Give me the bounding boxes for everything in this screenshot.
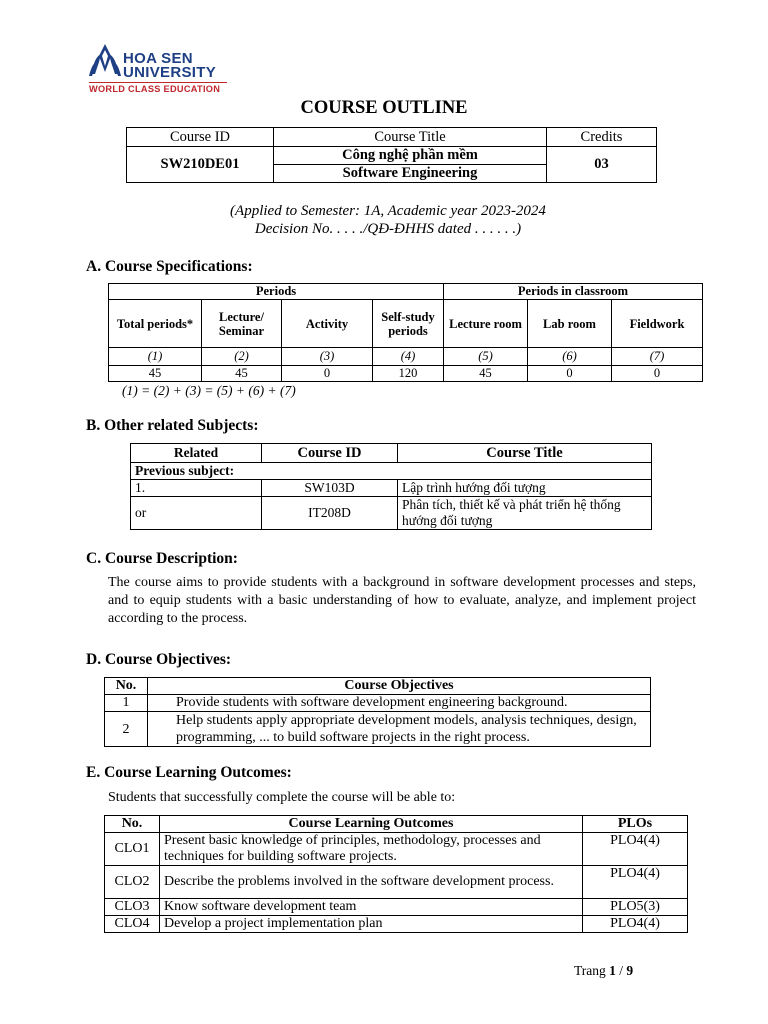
spec-index: (3) — [282, 348, 373, 366]
spec-value: 45 — [109, 366, 202, 382]
spec-header-selfstudy: Self-study periods — [373, 300, 444, 348]
objective-text: Help students apply appropriate development models, analysis techniques, design, programming, ... to build software projects in the right process. — [148, 712, 651, 747]
clo-text: Describe the problems involved in the software development process. — [160, 866, 583, 899]
objectives-table — [104, 677, 651, 747]
spec-formula: (1) = (2) + (3) = (5) + (6) + (7) — [122, 383, 296, 398]
course-title-en: Software Engineering — [274, 165, 547, 183]
clo-plo: PLO5(3) — [583, 899, 688, 916]
related-title-header: Course Title — [398, 444, 652, 463]
outcomes-intro: Students that successfully complete the course will be able to: — [108, 790, 456, 805]
clo-no: CLO4 — [105, 916, 160, 933]
clo-no: CLO2 — [105, 866, 160, 899]
clo-text: Present basic knowledge of principles, methodology, processes and techniques for building software projects. — [160, 833, 583, 866]
related-row-label: or — [131, 497, 262, 530]
footer-label: Trang — [574, 963, 606, 978]
spec-header-activity: Activity — [282, 300, 373, 348]
related-header: Related — [131, 444, 262, 463]
clo-text: Develop a project implementation plan — [160, 916, 583, 933]
credits-header: Credits — [547, 128, 657, 147]
logo-divider — [89, 82, 227, 83]
lotus-icon — [89, 42, 121, 78]
spec-header-lecture-room: Lecture room — [444, 300, 528, 348]
footer-page: 1 — [609, 963, 616, 978]
page-footer — [574, 963, 633, 979]
footer-total: 9 — [626, 963, 634, 978]
spec-value: 0 — [612, 366, 703, 382]
clo-plo: PLO4(4) — [583, 916, 688, 933]
course-description: The course aims to provide students with a background in software development processes and steps, and to equip students with a basic understanding of how to evaluate, analyze, and implement project according to the process. — [108, 575, 696, 626]
spec-value: 120 — [373, 366, 444, 382]
objective-text: Provide students with software development engineering background. — [148, 695, 651, 712]
spec-value: 45 — [202, 366, 282, 382]
related-row-label: 1. — [131, 480, 262, 497]
classroom-group-header: Periods in classroom — [444, 284, 703, 300]
clo-plo: PLO4(4) — [583, 833, 688, 866]
related-row-id: SW103D — [262, 480, 398, 497]
objective-no: 1 — [105, 695, 148, 712]
clo-no: CLO1 — [105, 833, 160, 866]
logo-line1: HOA SEN — [123, 50, 193, 67]
spec-index: (1) — [109, 348, 202, 366]
university-logo — [89, 42, 229, 96]
section-c-heading: C. Course Description: — [86, 550, 238, 567]
outcomes-header: Course Learning Outcomes — [160, 816, 583, 833]
related-row-id: IT208D — [262, 497, 398, 530]
section-d-heading: D. Course Objectives: — [86, 651, 232, 668]
specs-table — [108, 283, 703, 382]
previous-subject-label: Previous subject: — [131, 463, 652, 480]
spec-header-total: Total periods* — [109, 300, 202, 348]
objectives-header: Course Objectives — [148, 678, 651, 695]
course-title-header: Course Title — [274, 128, 547, 147]
spec-index: (4) — [373, 348, 444, 366]
spec-header-lab-room: Lab room — [528, 300, 612, 348]
applied-line1: (Applied to Semester: 1A, Academic year 2023-2024 — [230, 203, 546, 219]
clo-plo: PLO4(4) — [583, 866, 688, 899]
related-row-title: Lập trình hướng đối tượng — [398, 480, 652, 497]
plos-header: PLOs — [583, 816, 688, 833]
objectives-no-header: No. — [105, 678, 148, 695]
spec-header-fieldwork: Fieldwork — [612, 300, 703, 348]
applied-line2: Decision No. . . . ./QĐ-ĐHHS dated . . . . . .) — [254, 221, 522, 237]
related-id-header: Course ID — [262, 444, 398, 463]
spec-index: (2) — [202, 348, 282, 366]
spec-index: (7) — [612, 348, 703, 366]
outcomes-no-header: No. — [105, 816, 160, 833]
section-b-heading: B. Other related Subjects: — [86, 417, 259, 434]
course-id-value: SW210DE01 — [127, 147, 274, 183]
page-title: COURSE OUTLINE — [300, 98, 468, 118]
outcomes-table — [104, 815, 688, 933]
spec-index: (5) — [444, 348, 528, 366]
course-title-vi: Công nghệ phần mềm — [274, 147, 547, 165]
clo-no: CLO3 — [105, 899, 160, 916]
clo-text: Know software development team — [160, 899, 583, 916]
section-a-heading: A. Course Specifications: — [86, 258, 253, 275]
logo-tagline: WORLD CLASS EDUCATION — [89, 84, 221, 94]
credits-value: 03 — [547, 147, 657, 183]
logo-line2: UNIVERSITY — [123, 64, 217, 81]
footer-sep: / — [619, 963, 624, 978]
course-id-header: Course ID — [127, 128, 274, 147]
spec-header-lecture: Lecture/ Seminar — [202, 300, 282, 348]
objective-no: 2 — [105, 712, 148, 747]
spec-value: 0 — [282, 366, 373, 382]
spec-index: (6) — [528, 348, 612, 366]
spec-value: 0 — [528, 366, 612, 382]
related-table — [130, 443, 652, 530]
course-table — [126, 127, 657, 183]
related-row-title: Phân tích, thiết kế và phát triển hệ thống hướng đối tượng — [398, 497, 652, 530]
section-e-heading: E. Course Learning Outcomes: — [86, 764, 292, 781]
periods-group-header: Periods — [109, 284, 444, 300]
spec-value: 45 — [444, 366, 528, 382]
